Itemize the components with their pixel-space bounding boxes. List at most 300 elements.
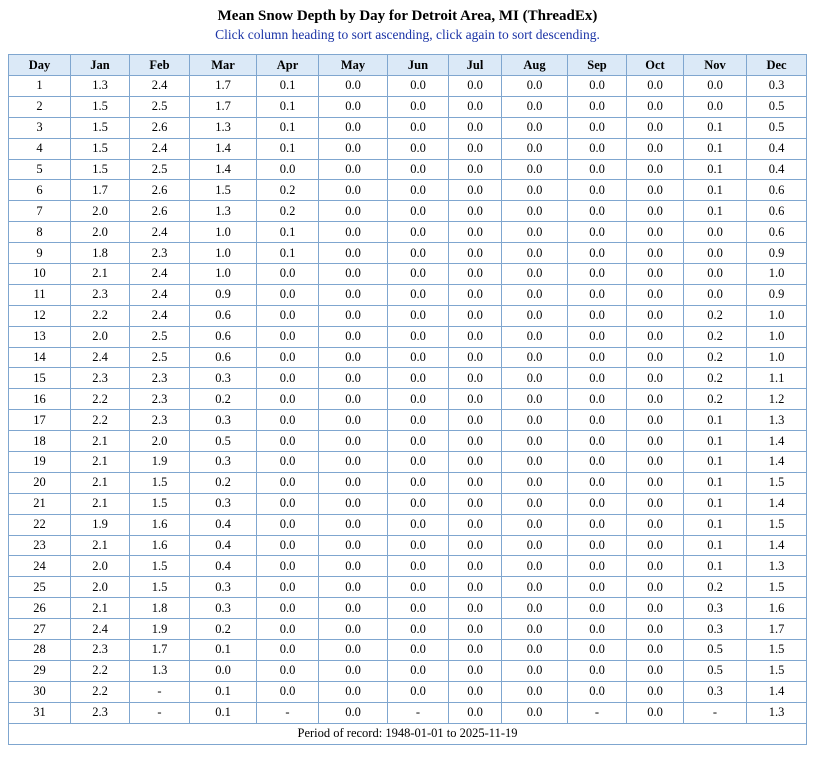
cell-mar: 1.4 — [190, 138, 257, 159]
cell-oct: 0.0 — [627, 619, 684, 640]
table-row — [9, 201, 807, 222]
cell-day: 7 — [9, 201, 71, 222]
cell-apr: 0.0 — [257, 159, 319, 180]
cell-mar: 0.3 — [190, 577, 257, 598]
cell-apr: 0.1 — [257, 243, 319, 264]
cell-aug: 0.0 — [502, 284, 568, 305]
cell-oct: 0.0 — [627, 180, 684, 201]
cell-may: 0.0 — [319, 96, 388, 117]
cell-oct: 0.0 — [627, 305, 684, 326]
cell-feb: - — [130, 702, 190, 723]
cell-may: 0.0 — [319, 514, 388, 535]
column-header-dec[interactable]: Dec — [747, 55, 807, 76]
cell-sep: 0.0 — [568, 619, 627, 640]
cell-may: 0.0 — [319, 493, 388, 514]
cell-jan: 1.7 — [71, 180, 130, 201]
cell-sep: 0.0 — [568, 96, 627, 117]
cell-dec: 1.3 — [747, 702, 807, 723]
cell-may: 0.0 — [319, 326, 388, 347]
cell-oct: 0.0 — [627, 660, 684, 681]
cell-sep: 0.0 — [568, 410, 627, 431]
cell-day: 12 — [9, 305, 71, 326]
cell-jan: 1.5 — [71, 96, 130, 117]
cell-jul: 0.0 — [449, 535, 502, 556]
cell-sep: 0.0 — [568, 431, 627, 452]
cell-dec: 0.4 — [747, 159, 807, 180]
cell-may: 0.0 — [319, 180, 388, 201]
cell-feb: 1.5 — [130, 577, 190, 598]
cell-aug: 0.0 — [502, 619, 568, 640]
cell-jan: 2.3 — [71, 284, 130, 305]
column-header-sep[interactable]: Sep — [568, 55, 627, 76]
cell-nov: 0.1 — [684, 410, 747, 431]
cell-feb: 1.5 — [130, 556, 190, 577]
cell-jun: 0.0 — [388, 201, 449, 222]
cell-jul: 0.0 — [449, 117, 502, 138]
cell-apr: - — [257, 702, 319, 723]
cell-oct: 0.0 — [627, 159, 684, 180]
cell-jun: 0.0 — [388, 76, 449, 97]
cell-jul: 0.0 — [449, 138, 502, 159]
cell-mar: 1.4 — [190, 159, 257, 180]
cell-day: 29 — [9, 660, 71, 681]
table-row — [9, 640, 807, 661]
cell-jun: 0.0 — [388, 535, 449, 556]
cell-feb: 1.6 — [130, 514, 190, 535]
cell-aug: 0.0 — [502, 431, 568, 452]
cell-day: 18 — [9, 431, 71, 452]
cell-mar: 0.0 — [190, 660, 257, 681]
cell-day: 28 — [9, 640, 71, 661]
cell-jun: 0.0 — [388, 514, 449, 535]
cell-sep: 0.0 — [568, 305, 627, 326]
cell-jan: 1.5 — [71, 117, 130, 138]
cell-feb: 1.6 — [130, 535, 190, 556]
cell-aug: 0.0 — [502, 138, 568, 159]
cell-jul: 0.0 — [449, 493, 502, 514]
cell-sep: 0.0 — [568, 681, 627, 702]
cell-mar: 0.6 — [190, 326, 257, 347]
cell-mar: 0.2 — [190, 472, 257, 493]
cell-jun: 0.0 — [388, 640, 449, 661]
cell-day: 4 — [9, 138, 71, 159]
cell-jun: 0.0 — [388, 681, 449, 702]
cell-jul: 0.0 — [449, 514, 502, 535]
column-header-nov[interactable]: Nov — [684, 55, 747, 76]
column-header-may[interactable]: May — [319, 55, 388, 76]
cell-oct: 0.0 — [627, 76, 684, 97]
cell-may: 0.0 — [319, 577, 388, 598]
cell-aug: 0.0 — [502, 556, 568, 577]
cell-nov: 0.2 — [684, 368, 747, 389]
cell-may: 0.0 — [319, 284, 388, 305]
cell-jan: 2.4 — [71, 347, 130, 368]
cell-day: 5 — [9, 159, 71, 180]
cell-may: 0.0 — [319, 660, 388, 681]
cell-nov: 0.1 — [684, 556, 747, 577]
cell-nov: 0.1 — [684, 514, 747, 535]
cell-dec: 1.0 — [747, 347, 807, 368]
cell-mar: 1.0 — [190, 243, 257, 264]
cell-apr: 0.0 — [257, 619, 319, 640]
cell-aug: 0.0 — [502, 347, 568, 368]
cell-may: 0.0 — [319, 619, 388, 640]
cell-may: 0.0 — [319, 702, 388, 723]
cell-dec: 0.6 — [747, 201, 807, 222]
table-row — [9, 472, 807, 493]
table-row — [9, 452, 807, 473]
cell-jun: 0.0 — [388, 619, 449, 640]
cell-dec: 1.3 — [747, 410, 807, 431]
cell-jan: 2.2 — [71, 305, 130, 326]
cell-apr: 0.0 — [257, 410, 319, 431]
cell-oct: 0.0 — [627, 138, 684, 159]
cell-dec: 1.5 — [747, 577, 807, 598]
cell-day: 16 — [9, 389, 71, 410]
cell-jun: 0.0 — [388, 431, 449, 452]
cell-jul: 0.0 — [449, 702, 502, 723]
cell-jan: 2.1 — [71, 431, 130, 452]
cell-oct: 0.0 — [627, 452, 684, 473]
cell-nov: 0.1 — [684, 138, 747, 159]
cell-jan: 2.2 — [71, 389, 130, 410]
cell-dec: 1.4 — [747, 493, 807, 514]
cell-feb: - — [130, 681, 190, 702]
cell-sep: 0.0 — [568, 243, 627, 264]
cell-sep: - — [568, 702, 627, 723]
cell-nov: 0.1 — [684, 493, 747, 514]
cell-oct: 0.0 — [627, 347, 684, 368]
cell-dec: 1.1 — [747, 368, 807, 389]
column-header-apr[interactable]: Apr — [257, 55, 319, 76]
cell-day: 25 — [9, 577, 71, 598]
cell-feb: 2.4 — [130, 222, 190, 243]
cell-jun: 0.0 — [388, 264, 449, 285]
cell-mar: 0.4 — [190, 556, 257, 577]
cell-feb: 2.0 — [130, 431, 190, 452]
cell-jul: 0.0 — [449, 556, 502, 577]
cell-may: 0.0 — [319, 681, 388, 702]
cell-jan: 2.0 — [71, 201, 130, 222]
cell-day: 31 — [9, 702, 71, 723]
cell-apr: 0.0 — [257, 326, 319, 347]
cell-jan: 2.1 — [71, 264, 130, 285]
cell-apr: 0.0 — [257, 264, 319, 285]
cell-nov: 0.2 — [684, 577, 747, 598]
table-row — [9, 389, 807, 410]
cell-aug: 0.0 — [502, 222, 568, 243]
cell-may: 0.0 — [319, 389, 388, 410]
table-row — [9, 284, 807, 305]
cell-jan: 2.1 — [71, 472, 130, 493]
cell-jul: 0.0 — [449, 681, 502, 702]
table-row — [9, 222, 807, 243]
cell-nov: 0.1 — [684, 180, 747, 201]
cell-feb: 2.4 — [130, 138, 190, 159]
cell-dec: 1.5 — [747, 514, 807, 535]
cell-nov: 0.2 — [684, 347, 747, 368]
cell-dec: 1.0 — [747, 326, 807, 347]
cell-dec: 0.5 — [747, 117, 807, 138]
cell-jan: 2.1 — [71, 598, 130, 619]
cell-aug: 0.0 — [502, 389, 568, 410]
column-header-jul[interactable]: Jul — [449, 55, 502, 76]
cell-apr: 0.0 — [257, 598, 319, 619]
table-row — [9, 76, 807, 97]
cell-jun: 0.0 — [388, 472, 449, 493]
cell-jan: 1.8 — [71, 243, 130, 264]
cell-feb: 2.3 — [130, 368, 190, 389]
cell-jun: 0.0 — [388, 389, 449, 410]
cell-dec: 0.5 — [747, 96, 807, 117]
cell-may: 0.0 — [319, 347, 388, 368]
column-header-jun[interactable]: Jun — [388, 55, 449, 76]
cell-day: 14 — [9, 347, 71, 368]
cell-apr: 0.0 — [257, 660, 319, 681]
cell-sep: 0.0 — [568, 159, 627, 180]
cell-mar: 0.2 — [190, 389, 257, 410]
cell-oct: 0.0 — [627, 96, 684, 117]
cell-oct: 0.0 — [627, 431, 684, 452]
cell-sep: 0.0 — [568, 514, 627, 535]
cell-may: 0.0 — [319, 201, 388, 222]
cell-feb: 2.4 — [130, 284, 190, 305]
cell-jun: 0.0 — [388, 117, 449, 138]
cell-feb: 1.9 — [130, 619, 190, 640]
cell-apr: 0.0 — [257, 347, 319, 368]
cell-oct: 0.0 — [627, 201, 684, 222]
cell-mar: 0.6 — [190, 347, 257, 368]
cell-may: 0.0 — [319, 243, 388, 264]
table-row — [9, 264, 807, 285]
cell-jul: 0.0 — [449, 619, 502, 640]
cell-jan: 2.1 — [71, 493, 130, 514]
cell-dec: 1.5 — [747, 660, 807, 681]
cell-nov: 0.0 — [684, 243, 747, 264]
cell-jan: 2.2 — [71, 410, 130, 431]
cell-mar: 1.3 — [190, 117, 257, 138]
cell-aug: 0.0 — [502, 96, 568, 117]
table-row — [9, 535, 807, 556]
cell-may: 0.0 — [319, 535, 388, 556]
cell-jun: 0.0 — [388, 305, 449, 326]
cell-apr: 0.0 — [257, 452, 319, 473]
cell-day: 9 — [9, 243, 71, 264]
cell-jul: 0.0 — [449, 96, 502, 117]
cell-day: 21 — [9, 493, 71, 514]
cell-feb: 2.3 — [130, 389, 190, 410]
cell-apr: 0.1 — [257, 96, 319, 117]
column-header-jan[interactable]: Jan — [71, 55, 130, 76]
cell-dec: 1.4 — [747, 431, 807, 452]
cell-aug: 0.0 — [502, 514, 568, 535]
cell-oct: 0.0 — [627, 410, 684, 431]
cell-day: 30 — [9, 681, 71, 702]
cell-mar: 0.1 — [190, 640, 257, 661]
cell-sep: 0.0 — [568, 222, 627, 243]
cell-day: 22 — [9, 514, 71, 535]
cell-mar: 0.3 — [190, 368, 257, 389]
cell-jul: 0.0 — [449, 76, 502, 97]
cell-aug: 0.0 — [502, 681, 568, 702]
cell-jan: 2.0 — [71, 577, 130, 598]
cell-aug: 0.0 — [502, 264, 568, 285]
cell-sep: 0.0 — [568, 452, 627, 473]
cell-aug: 0.0 — [502, 180, 568, 201]
cell-may: 0.0 — [319, 640, 388, 661]
table-row — [9, 138, 807, 159]
cell-aug: 0.0 — [502, 305, 568, 326]
cell-apr: 0.0 — [257, 514, 319, 535]
cell-oct: 0.0 — [627, 117, 684, 138]
cell-dec: 1.2 — [747, 389, 807, 410]
cell-mar: 1.7 — [190, 96, 257, 117]
cell-aug: 0.0 — [502, 598, 568, 619]
cell-oct: 0.0 — [627, 577, 684, 598]
cell-mar: 1.7 — [190, 76, 257, 97]
cell-may: 0.0 — [319, 76, 388, 97]
table-row — [9, 305, 807, 326]
cell-jun: 0.0 — [388, 96, 449, 117]
cell-feb: 2.3 — [130, 243, 190, 264]
cell-aug: 0.0 — [502, 201, 568, 222]
cell-nov: - — [684, 702, 747, 723]
cell-feb: 1.7 — [130, 640, 190, 661]
cell-apr: 0.0 — [257, 305, 319, 326]
table-row — [9, 243, 807, 264]
table-row — [9, 347, 807, 368]
table-row — [9, 117, 807, 138]
table-row — [9, 577, 807, 598]
cell-may: 0.0 — [319, 138, 388, 159]
cell-aug: 0.0 — [502, 535, 568, 556]
cell-aug: 0.0 — [502, 640, 568, 661]
cell-sep: 0.0 — [568, 201, 627, 222]
table-row — [9, 681, 807, 702]
cell-sep: 0.0 — [568, 660, 627, 681]
table-row — [9, 702, 807, 723]
cell-oct: 0.0 — [627, 535, 684, 556]
cell-apr: 0.0 — [257, 577, 319, 598]
cell-day: 27 — [9, 619, 71, 640]
cell-jan: 2.0 — [71, 556, 130, 577]
cell-jan: 2.2 — [71, 681, 130, 702]
column-header-day[interactable]: Day — [9, 55, 71, 76]
cell-sep: 0.0 — [568, 577, 627, 598]
cell-may: 0.0 — [319, 368, 388, 389]
cell-nov: 0.1 — [684, 201, 747, 222]
cell-apr: 0.0 — [257, 472, 319, 493]
cell-jan: 2.0 — [71, 326, 130, 347]
cell-jan: 2.0 — [71, 222, 130, 243]
cell-dec: 1.0 — [747, 264, 807, 285]
cell-day: 3 — [9, 117, 71, 138]
cell-jan: 1.5 — [71, 159, 130, 180]
cell-mar: 0.3 — [190, 452, 257, 473]
table-row — [9, 598, 807, 619]
snow-depth-table — [8, 54, 807, 745]
cell-sep: 0.0 — [568, 472, 627, 493]
table-row — [9, 368, 807, 389]
cell-sep: 0.0 — [568, 180, 627, 201]
cell-sep: 0.0 — [568, 598, 627, 619]
cell-nov: 0.0 — [684, 284, 747, 305]
cell-feb: 2.4 — [130, 305, 190, 326]
cell-mar: 0.3 — [190, 598, 257, 619]
cell-jun: 0.0 — [388, 326, 449, 347]
cell-mar: 1.0 — [190, 222, 257, 243]
cell-feb: 2.6 — [130, 117, 190, 138]
cell-jun: 0.0 — [388, 452, 449, 473]
cell-mar: 0.3 — [190, 493, 257, 514]
cell-oct: 0.0 — [627, 222, 684, 243]
cell-jul: 0.0 — [449, 243, 502, 264]
cell-dec: 1.4 — [747, 681, 807, 702]
cell-dec: 1.5 — [747, 472, 807, 493]
cell-feb: 2.5 — [130, 326, 190, 347]
column-header-feb[interactable]: Feb — [130, 55, 190, 76]
cell-nov: 0.1 — [684, 159, 747, 180]
column-header-mar[interactable]: Mar — [190, 55, 257, 76]
cell-apr: 0.1 — [257, 117, 319, 138]
cell-mar: 1.5 — [190, 180, 257, 201]
cell-jan: 1.3 — [71, 76, 130, 97]
cell-day: 10 — [9, 264, 71, 285]
cell-nov: 0.1 — [684, 535, 747, 556]
cell-apr: 0.0 — [257, 284, 319, 305]
cell-oct: 0.0 — [627, 493, 684, 514]
cell-dec: 1.6 — [747, 598, 807, 619]
cell-mar: 0.4 — [190, 535, 257, 556]
cell-feb: 2.5 — [130, 159, 190, 180]
cell-oct: 0.0 — [627, 681, 684, 702]
cell-mar: 0.6 — [190, 305, 257, 326]
cell-apr: 0.1 — [257, 76, 319, 97]
cell-jul: 0.0 — [449, 598, 502, 619]
cell-dec: 1.5 — [747, 640, 807, 661]
cell-nov: 0.0 — [684, 96, 747, 117]
table-body — [9, 76, 807, 724]
cell-sep: 0.0 — [568, 556, 627, 577]
cell-jul: 0.0 — [449, 201, 502, 222]
cell-aug: 0.0 — [502, 117, 568, 138]
table-row — [9, 556, 807, 577]
cell-sep: 0.0 — [568, 76, 627, 97]
cell-sep: 0.0 — [568, 284, 627, 305]
cell-feb: 2.4 — [130, 264, 190, 285]
column-header-aug[interactable]: Aug — [502, 55, 568, 76]
cell-sep: 0.0 — [568, 347, 627, 368]
column-header-oct[interactable]: Oct — [627, 55, 684, 76]
table-row — [9, 410, 807, 431]
cell-jul: 0.0 — [449, 389, 502, 410]
table-row — [9, 431, 807, 452]
table-row — [9, 96, 807, 117]
cell-jul: 0.0 — [449, 452, 502, 473]
cell-jun: 0.0 — [388, 368, 449, 389]
cell-aug: 0.0 — [502, 452, 568, 473]
cell-jan: 1.5 — [71, 138, 130, 159]
cell-jun: 0.0 — [388, 660, 449, 681]
cell-jul: 0.0 — [449, 180, 502, 201]
cell-feb: 1.8 — [130, 598, 190, 619]
cell-jan: 2.3 — [71, 702, 130, 723]
cell-mar: 1.0 — [190, 264, 257, 285]
cell-feb: 1.5 — [130, 472, 190, 493]
cell-dec: 0.9 — [747, 243, 807, 264]
cell-nov: 0.5 — [684, 660, 747, 681]
cell-jan: 2.4 — [71, 619, 130, 640]
